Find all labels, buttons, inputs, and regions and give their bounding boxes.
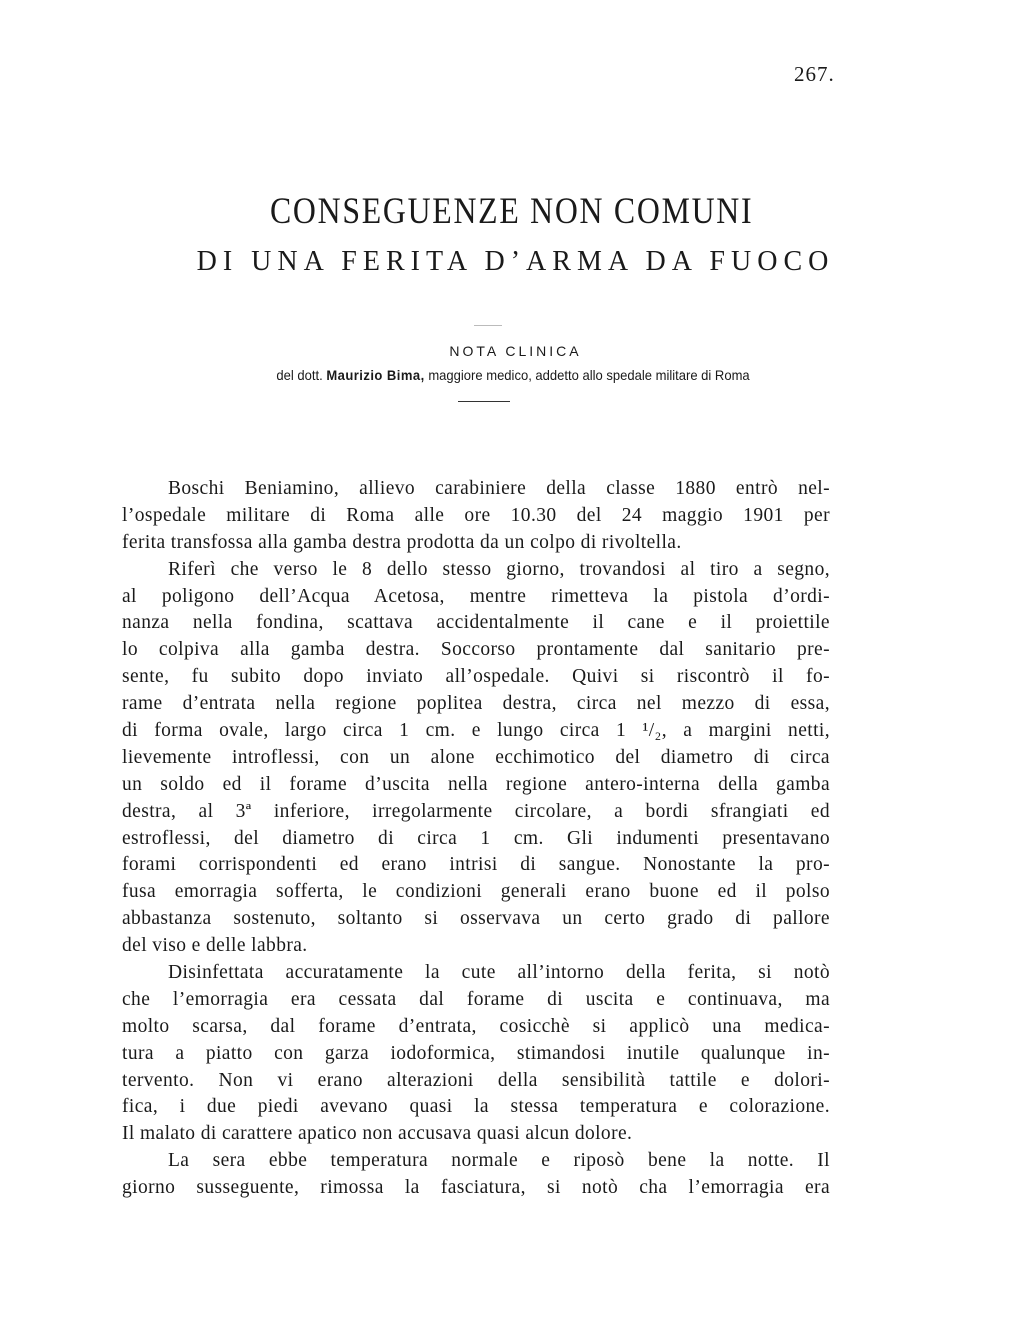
- body-line: Disinfettata accuratamente la cute all’intorno della ferita, si notò: [168, 962, 830, 984]
- divider-rule-top: [474, 325, 502, 326]
- body-line: abbastanza sostenuto, soltanto si osservava un certo grado di pallore: [122, 908, 830, 930]
- body-line: Il malato di carattere apatico non accusava quasi alcun dolore.: [122, 1123, 633, 1145]
- body-line: che l’emorragia era cessata dal forame di uscita e continuava, ma: [122, 988, 830, 1010]
- body-text: [122, 476, 830, 1202]
- body-line: nanza nella fondina, scattava accidentalmente il cane e il proiettile: [122, 612, 830, 634]
- body-line: La sera ebbe temperatura normale e riposò bene la notte. Il: [168, 1150, 830, 1172]
- body-line: al poligono dell’Acqua Acetosa, mentre rimetteva la pistola d’ordi-: [122, 585, 830, 607]
- body-line: destra, al 3ª inferiore, irregolarmente circolare, a bordi sfrangiati ed: [122, 800, 830, 822]
- body-line: tervento. Non vi erano alterazioni della sensibilità tattile e dolori-: [122, 1069, 830, 1091]
- body-line: sente, fu subito dopo inviato all’ospedale. Quivi si riscontrò il fo-: [122, 666, 830, 688]
- body-line: estroflessi, del diametro di circa 1 cm. Gli indumenti presentavano: [122, 827, 830, 849]
- body-line: forami corrispondenti ed erano intrisi di sangue. Nonostante la pro-: [122, 854, 830, 876]
- title-line-1: CONSEGUENZE NON COMUNI: [269, 191, 754, 232]
- body-line: lo colpiva alla gamba destra. Soccorso prontamente dal sanitario pre-: [122, 639, 830, 661]
- body-line: lievemente introflessi, con un alone ecchimotico del diametro di circa: [122, 746, 830, 768]
- body-line: molto scarsa, dal forame d’entrata, cosicchè si applicò una medica-: [122, 1015, 830, 1037]
- body-line: tura a piatto con garza iodoformica, stimandosi inutile qualunque in-: [122, 1042, 830, 1064]
- body-line: un soldo ed il forame d’uscita nella regione antero-interna della gamba: [122, 773, 830, 795]
- page-number: 267.: [794, 62, 835, 86]
- body-line: del viso e delle labbra.: [122, 935, 308, 957]
- body-line: di forma ovale, largo circa 1 cm. e lungo circa 1 ¹/₂, a margini netti,: [122, 720, 830, 742]
- body-line: rame d’entrata nella regione poplitea destra, circa nel mezzo di essa,: [122, 693, 830, 715]
- title-line-2: DI UNA FERITA D’ARMA DA FUOCO: [196, 246, 835, 277]
- body-line: Riferì che verso le 8 dello stesso giorno, trovandosi al tiro a segno,: [168, 558, 830, 580]
- body-line: giorno susseguente, rimossa la fasciatura, si notò cha l’emorragia era: [122, 1177, 830, 1199]
- divider-rule-bottom: [458, 401, 510, 402]
- body-line: l’ospedale militare di Roma alle ore 10.30 del 24 maggio 1901 per: [122, 504, 830, 526]
- body-line: fica, i due piedi avevano quasi la stessa temperatura e colorazione.: [122, 1096, 830, 1118]
- subtitle: NOTA CLINICA: [449, 343, 582, 359]
- body-line: fusa emorragia sofferta, le condizioni generali erano buone ed il polso: [122, 881, 830, 903]
- author-prefix: del dott.: [276, 367, 327, 383]
- author-line: [34, 367, 993, 383]
- author-name: Maurizio Bima,: [326, 367, 425, 383]
- body-line: ferita transfossa alla gamba destra prodotta da un colpo di rivoltella.: [122, 531, 682, 553]
- body-line: Boschi Beniamino, allievo carabiniere della classe 1880 entrò nel-: [168, 478, 830, 499]
- author-affiliation: maggiore medico, addetto allo spedale militare di Roma: [424, 367, 750, 383]
